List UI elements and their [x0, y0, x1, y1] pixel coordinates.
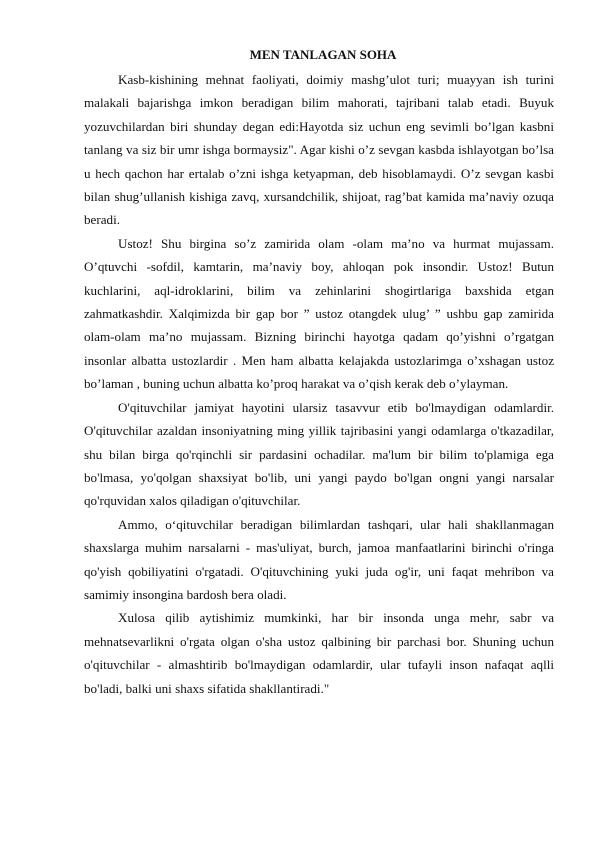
paragraph-2: Ustoz! Shu birgina so’z zamirida olam -olam ma’no va hurmat mujassam. O’qtuvchi -sofdil, kamtarin, ma’naviy boy, ahloqan pok insondir. Ustoz! Butun kuchlarini, aql-idroklarini, bilim va zehinlarini shogirtlariga baxshida etgan zahmatkashdir. Xalqimizda bir gap bor ” ustoz otangdek ulug’ ” ushbu gap zamirida olam-olam ma’no mujassam. Bizning birinchi hayotga qadam qo’yishni o’rgatgan insonlar albatta ustozlardir . Men ham albatta kelajakda ustozlarimga o’xshagan ustoz bo’laman , buning uchun albatta ko’proq harakat va o’qish kerak deb o’ylayman.	[84, 235, 554, 392]
paragraph-3: O'qituvchilar jamiyat hayotini ularsiz tasavvur etib bo'lmaydigan odamlardir. O'qituvchilar azaldan insoniyatning ming yillik tajribasini yangi odamlarga o'tkazadilar, shu bilan birga qo'rqinchli sir pardasini ochadilar. ma'lum bir bilim to'plamiga ega bo'lmasa, yo'qolgan shaxsiyat bo'lib, uni yangi paydo bo'lgan ongni yangi narsalar qo'rquvidan xalos qiladigan o'qituvchilar.	[84, 399, 554, 509]
document-title: MEN TANLAGAN SOHA	[249, 47, 397, 62]
paragraph-5: Xulosa qilib aytishimiz mumkinki, har bir insonda unga mehr, sabr va mehnatsevarlikni o'rgata olgan o'sha ustoz qalbining bir parchasi bor. Shuning uchun o'qituvchilar - almashtirib bo'lmaydigan odamlardir, ular tufayli inson nafaqat aqlli bo'ladi, balki uni shaxs sifatida shakllantiradi."	[84, 610, 554, 696]
paragraph-4: Ammo, o‘qituvchilar beradigan bilimlardan tashqari, ular hali shakllanmagan shaxslarga muhim narsalarni - mas'uliyat, burch, jamoa manfaatlarini birinchi o'ringa qo'yish qobiliyatini o'rgatadi. O'qituvchining yuki juda og'ir, uni faqat mehribon va samimiy insongina bardosh bera oladi.	[84, 516, 554, 602]
paragraph-1: Kasb-kishining mehnat faoliyati, doimiy mashg’ulot turi; muayyan ish turini malakali bajarishga imkon beradigan bilim mahorati, tajribani talab etadi. Buyuk yozuvchilardan biri shunday degan edi:Hayotda siz uchun eng sevimli bo’lgan kasbni tanlang va siz bir umr ishga bormaysiz". Agar kishi o’z sevgan kasbda ishlayotgan bo’lsa u hech qachon har ertalab o’zni ishga ketyapman, deb hisoblamaydi. O’z sevgan kasbi bilan shug’ullanish kishiga zavq, xursandchilik, shijoat, rag’bat kamida ma’naviy ozuqa beradi.	[84, 72, 554, 228]
document-page	[84, 48, 554, 700]
